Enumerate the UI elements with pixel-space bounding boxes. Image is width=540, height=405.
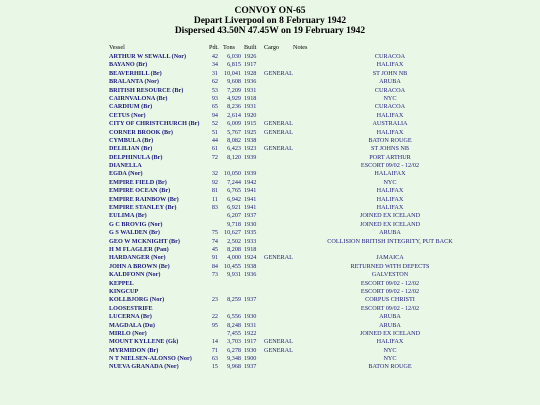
cell-vessel: LUCERNA (Br) [109,313,152,321]
cell-tons: 6,765 [227,187,241,195]
cell-vessel: H M FLAGLER (Pan) [109,245,169,253]
table-row [0,221,540,229]
cell-notes: ARUBA [379,313,401,321]
cell-cargo: GENERAL [264,128,293,136]
cell-vessel: EMPIRE RAINBOW (Br) [109,195,179,203]
cell-pdt: 22 [211,313,218,321]
cell-vessel: MOUNT KYLLENE (Gk) [109,338,179,346]
convoy-title: CONVOY ON-65 [234,6,306,16]
cell-notes: HALIFAX [376,204,404,212]
cell-pdt: 74 [211,237,218,245]
cell-tons: 10,041 [223,69,241,77]
cell-vessel: BEAVERHILL (Br) [109,69,162,77]
table-row [0,313,540,321]
cell-built: 1930 [244,313,257,321]
cell-tons: 8,236 [227,103,241,111]
cell-tons: 2,502 [227,237,241,245]
cell-built: 1915 [244,120,257,128]
cell-vessel: EULIMA (Br) [109,212,147,220]
table-row [0,322,540,330]
cell-pdt: 53 [211,86,218,94]
cell-pdt: 34 [211,61,218,69]
table-row [0,95,540,103]
table-row [0,187,540,195]
cell-vessel: KEPPEL [109,279,134,287]
cell-pdt: 32 [211,170,218,178]
table-row [0,254,540,262]
cell-notes: ESCORT 09/02 - 12/02 [360,162,420,170]
cell-tons: 9,608 [227,78,241,86]
cell-tons: 2,614 [227,111,241,119]
cell-notes: NYC [383,178,397,186]
cell-built: 1936 [244,271,257,279]
cell-built: 1939 [244,170,257,178]
cell-vessel: BRALANTA (Nor) [109,78,159,86]
cell-vessel: CETUS (Nor) [109,111,146,119]
cell-notes: ST JOHN NB [372,69,408,77]
table-row [0,347,540,355]
cell-pdt: 52 [211,120,218,128]
table-row [0,288,540,296]
cell-notes: CURACOA [374,53,406,60]
cell-pdt: 31 [211,69,218,77]
cell-vessel: EMPIRE FIELD (Br) [109,178,167,186]
table-row [0,137,540,145]
table-row [0,271,540,279]
cell-tons: 3,703 [227,338,241,346]
cell-pdt: 92 [211,178,218,186]
cell-tons: 4,929 [227,94,241,102]
cell-built: 1926 [244,53,257,60]
cell-vessel: GEO W MCKNIGHT (Br) [109,237,180,245]
cell-vessel: ARTHUR W SEWALL (Nor) [109,53,187,60]
cell-vessel: CYMBULA (Br) [109,136,154,144]
col-cargo: Cargo [264,44,280,51]
col-pdt: Pdt. [209,44,219,51]
cell-cargo: GENERAL [264,254,293,262]
col-vessel: Vessel [109,44,125,51]
cell-tons: 4,000 [227,254,241,262]
table-row [0,212,540,220]
cell-built: 1941 [244,204,257,212]
cell-vessel: BAYANO (Br) [109,61,148,69]
table-row [0,263,540,271]
cell-notes: HALIFAX [376,187,404,195]
cell-tons: 8,259 [227,296,241,304]
table-row [0,103,540,111]
cell-notes: HALIFAX [376,338,404,346]
cell-notes: HALAIFAX [374,170,406,178]
cell-notes: JOINED EX ICELAND [359,329,421,337]
cell-built: 1900 [244,355,257,363]
cell-pdt: 95 [211,321,218,329]
cell-vessel: G C BROVIG (Nor) [109,220,163,228]
cell-built: 1917 [244,61,257,69]
cell-notes: JAMAICA [376,254,404,262]
cell-built: 1918 [244,245,257,253]
cell-vessel: CORNER BROOK (Br) [109,128,173,136]
cell-tons: 7,455 [227,329,241,337]
cell-built: 1942 [244,178,257,186]
table-row [0,204,540,212]
cell-vessel: KINGCUP [109,287,139,295]
col-notes: Notes [293,44,308,51]
cell-cargo: GENERAL [264,145,293,153]
cell-notes: CURACOA [374,86,406,94]
cell-built: 1930 [244,220,257,228]
cell-built: 1939 [244,153,257,161]
cell-tons: 10,627 [223,229,241,237]
cell-vessel: CITY OF CHRISTCHURCH (Br) [109,120,200,128]
table-row [0,280,540,288]
table-row [0,296,540,304]
cell-notes: GALVESTON [371,271,409,279]
cell-tons: 10,455 [223,262,241,270]
cell-built: 1917 [244,338,257,346]
cell-tons: 6,815 [227,61,241,69]
table-row [0,238,540,246]
cell-notes: NYC [383,355,397,363]
convoy-table [0,53,540,372]
cell-tons: 8,120 [227,153,241,161]
cell-vessel: EMPIRE OCEAN (Br) [109,187,171,195]
cell-vessel: NUEVA GRANADA (Nor) [109,363,179,371]
cell-notes: HALIFAX [376,195,404,203]
table-row [0,78,540,86]
cell-built: 1941 [244,195,257,203]
cell-vessel: KALDFONN (Nor) [109,271,161,279]
table-row [0,120,540,128]
cell-notes: ESCORT 09/02 - 12/02 [360,287,420,295]
table-row [0,70,540,78]
cell-built: 1936 [244,78,257,86]
cell-pdt: 73 [211,271,218,279]
table-row [0,363,540,371]
cell-tons: 6,921 [227,204,241,212]
cell-tons: 10,050 [223,170,241,178]
cell-built: 1941 [244,187,257,195]
cell-pdt: 11 [212,195,218,203]
cell-built: 1937 [244,296,257,304]
table-row [0,196,540,204]
cell-notes: RETURNED WITH DEFECTS [350,262,430,270]
cell-tons: 8,248 [227,321,241,329]
table-row [0,87,540,95]
cell-notes: NYC [383,346,397,354]
cell-tons: 6,030 [227,53,241,60]
table-row [0,61,540,69]
cell-cargo: GENERAL [264,69,293,77]
cell-pdt: 93 [211,94,218,102]
cell-built: 1938 [244,136,257,144]
col-tons: Tons [223,44,235,51]
cell-pdt: 44 [211,136,218,144]
cell-notes: ARUBA [379,78,401,86]
cell-built: 1925 [244,128,257,136]
cell-vessel: CARDIUM (Br) [109,103,153,111]
table-row [0,246,540,254]
table-row [0,145,540,153]
cell-tons: 7,244 [227,178,241,186]
cell-built: 1918 [244,94,257,102]
cell-pdt: 65 [211,103,218,111]
cell-tons: 9,968 [227,363,241,371]
cell-notes: COLLISION BRITISH INTEGRITY, PUT BACK [327,237,453,245]
cell-cargo: GENERAL [264,338,293,346]
cell-cargo: GENERAL [264,346,293,354]
cell-notes: BATON ROUGE [368,136,412,144]
table-row [0,154,540,162]
table-row [0,170,540,178]
cell-vessel: MAGDALA (Du) [109,321,155,329]
cell-notes: ARUBA [379,229,401,237]
cell-notes: PORT ARTHUR [369,153,411,161]
cell-tons: 8,208 [227,245,241,253]
cell-pdt: 15 [211,363,218,371]
cell-built: 1922 [244,329,257,337]
cell-vessel: N T NIELSEN-ALONSO (Nor) [109,355,192,363]
cell-notes: HALIFAX [376,128,404,136]
cell-pdt: 51 [211,128,218,136]
cell-notes: BATON ROUGE [368,363,412,371]
cell-cargo: GENERAL [264,120,293,128]
cell-notes: ESCORT 09/02 - 12/02 [360,279,420,287]
cell-tons: 9,931 [227,271,241,279]
cell-pdt: 72 [211,153,218,161]
cell-pdt: 62 [211,78,218,86]
cell-vessel: EGDA (Nor) [109,170,143,178]
cell-notes: JOINED EX ICELAND [359,220,421,228]
table-row [0,162,540,170]
table-row [0,305,540,313]
cell-tons: 6,423 [227,145,241,153]
cell-notes: ST JOHNS NB [370,145,410,153]
cell-pdt: 71 [211,346,218,354]
cell-pdt: 83 [211,204,218,212]
cell-vessel: KOLLBJORG (Nor) [109,296,165,304]
cell-vessel: EMPIRE STANLEY (Br) [109,204,177,212]
cell-built: 1930 [244,346,257,354]
cell-pdt: 94 [211,111,218,119]
cell-pdt: 23 [211,296,218,304]
cell-pdt: 63 [211,355,218,363]
table-row [0,355,540,363]
cell-pdt: 84 [211,262,218,270]
cell-tons: 6,556 [227,313,241,321]
cell-built: 1933 [244,237,257,245]
table-row [0,338,540,346]
cell-notes: AUSTRALIA [372,120,408,128]
cell-pdt: 81 [211,187,218,195]
cell-notes: CURACOA [374,103,406,111]
cell-built: 1920 [244,111,257,119]
table-row [0,112,540,120]
cell-tons: 9,348 [227,355,241,363]
cell-vessel: DIANELLA [109,162,142,170]
cell-built: 1931 [244,103,257,111]
cell-built: 1931 [244,86,257,94]
cell-vessel: DELPHINULA (Br) [109,153,163,161]
cell-tons: 7,209 [227,86,241,94]
table-row [0,129,540,137]
cell-notes: NYC [383,94,397,102]
cell-vessel: HARDANGER (Nor) [109,254,166,262]
cell-tons: 5,767 [227,128,241,136]
cell-built: 1928 [244,69,257,77]
cell-notes: JOINED EX ICELAND [359,212,421,220]
cell-notes: HALIFAX [376,111,404,119]
cell-tons: 6,009 [227,120,241,128]
cell-vessel: G S WALDEN (Br) [109,229,160,237]
cell-notes: CORPUS CHRISTI [365,296,415,304]
cell-tons: 8,082 [227,136,241,144]
cell-built: 1924 [244,254,257,262]
cell-vessel: MYRMIDON (Br) [109,346,159,354]
col-built: Built [244,44,257,51]
cell-built: 1931 [244,321,257,329]
cell-vessel: CAIRNVALONA (Br) [109,94,168,102]
cell-tons: 6,207 [227,212,241,220]
cell-pdt: 61 [211,145,218,153]
cell-built: 1935 [244,229,257,237]
depart-line: Depart Liverpool on 8 February 1942 [193,16,347,26]
cell-vessel: JOHN A BROWN (Br) [109,262,170,270]
cell-notes: HALIFAX [376,61,404,69]
cell-vessel: BRITISH RESOURCE (Br) [109,86,184,94]
cell-vessel: MIRLO (Nor) [109,329,147,337]
cell-vessel: DELILIAN (Br) [109,145,153,153]
cell-built: 1937 [244,363,257,371]
cell-tons: 9,718 [227,220,241,228]
cell-pdt: 91 [211,254,218,262]
cell-notes: ARUBA [379,321,401,329]
cell-built: 1938 [244,262,257,270]
table-row [0,53,540,61]
cell-tons: 6,942 [227,195,241,203]
table-row [0,330,540,338]
cell-tons: 6,278 [227,346,241,354]
cell-pdt: 45 [211,245,218,253]
cell-pdt: 75 [211,229,218,237]
cell-built: 1923 [244,145,257,153]
dispersed-line: Dispersed 43.50N 47.45W on 19 February 1942 [174,26,366,36]
cell-pdt: 14 [211,338,218,346]
table-row [0,229,540,237]
cell-vessel: LOOSESTRIFE [109,304,153,312]
table-row [0,179,540,187]
cell-pdt: 42 [211,53,218,60]
cell-notes: ESCORT 09/02 - 12/02 [360,304,420,312]
cell-built: 1937 [244,212,257,220]
